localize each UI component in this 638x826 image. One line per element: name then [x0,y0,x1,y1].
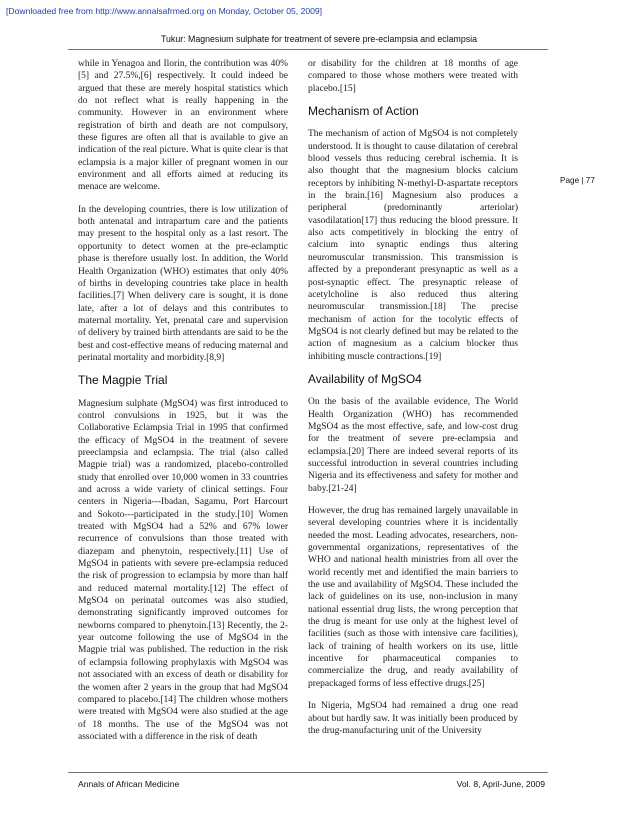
right-column [308,58,518,747]
journal-name: Annals of African Medicine [78,779,180,789]
page-number: Page | 77 [560,176,595,185]
header-rule [68,49,548,50]
body-paragraph: On the basis of the available evidence, The World Health Organization (WHO) has recommended MgSO4 as the most effective, safe, and low-cost drug for the treatment of severe pre-eclampsia and eclampsia.[20] There are indeed several reports of its successful introduction in several countries including Nigeria and its effectiveness and safety for mother and baby.[21-24] [308,397,518,494]
body-paragraph: The mechanism of action of MgSO4 is not completely understood. It is thought to cause dilatation of cerebral blood vessels thus reducing cerebral ischemia. It is also thought that the magnesium blocks calcium receptors by inhibiting N-methyl-D-aspartate receptors in the brain.[16] Magnesium also produces a peripheral (predominantly arteriolar) vasodilatation[17] thus reducing the blood pressure. It also acts competitively in blocking the entry of calcium into synaptic endings thus altering neuromuscular transmission. This transmission is affected by a preponderant presynaptic as well as a post-synaptic effect. The presynaptic release of acetylcholine is also reduced thus altering neuromuscular transmission.[18] The precise mechanism of action for the tocolytic effects of MgSO4 is not clearly defined but may be related to the action of magnesium as a calcium blocker thus inhibiting muscle contractions.[19] [308,129,518,362]
body-paragraph: Magnesium sulphate (MgSO4) was first introduced to control convulsions in 1925, but it was the Collaborative Eclampsia Trial in 1995 that confirmed the efficacy of MgSO4 in the treatment of severe preeclampsia and eclampsia. The trial (also called Magpie trial) was a randomized, placebo-controlled study that enrolled over 10,000 women in 33 countries and across a wide variety of clinical settings. Four centers in Nigeria---Ibadan, Sagamu, Port Harcourt and Sokoto---participated in the study.[10] Women treated with MgSO4 had a 52% and 67% lower recurrence of convulsions than those treated with diazepam and phenytoin, respectively.[11] Use of MgSO4 in patients with severe pre-eclampsia reduced the risk of progression to eclampsia by more than half and reduced maternal mortality.[12] The effect of MgSO4 on perinatal outcomes was also studied, demonstrating significantly improved outcomes for newborns compared to phenytoin.[13] Recently, the 2-year outcome following the use of MgSO4 in the Magpie trial was published. The reduction in the risk of eclampsia following prophylaxis with MgSO4 was not associated with an excess of death or disability for the women after 2 years in the group that had MgSO4 compared to placebo.[14] The children whose mothers were treated with MgSO4 were also studied at the age of 18 months. The use of the MgSO4 was not associated with a difference in the risk of death [78,398,288,742]
body-paragraph: In the developing countries, there is low utilization of both antenatal and intrapartum care and the patients may present to the hospital only as a last resort. The opportunity to detect women at the pre-eclamptic phase is therefore usually lost. In addition, the World Health Organization (WHO) estimates that only 40% of births in developing countries take place in health facilities.[7] When delivery care is sought, it is done late, after a lot of delays and this contributes to maternal mortality. Yet, prenatal care and supervision of delivery by trained birth attendants are said to be the best and cost-effective means of reducing maternal and perinatal mortality and morbidity.[8,9] [78,204,288,363]
footer-rule [68,772,548,773]
body-paragraph: However, the drug has remained largely unavailable in several developing countries where it is incidentally needed the most. Leading advocates, researchers, non-governmental organizations, representatives of the WHO and national health ministries from all over the world recently met and identified the main barriers to the use and availability of MgSO4. These included the lack of guidelines on its use, non-inclusion in many national essential drug lists, the wrong perception that the drug is meant for use only at the highest level of facilities (such as those with intensive care facilities), lack of training of health workers on its use, little incentive for pharmaceutical companies to commercialize the drug, and ready availability of prepackaged forms of less effective drugs.[25] [308,506,518,689]
section-heading-availability: Availability of MgSO4 [308,371,422,386]
volume-info: Vol. 8, April-June, 2009 [456,779,545,789]
body-paragraph: In Nigeria, MgSO4 had remained a drug one read about but hardly saw. It was initially been produced by the drug-manufacturing unit of the University [308,701,518,736]
body-paragraph: or disability for the children at 18 months of age compared to those whose mothers were treated with placebo.[15] [308,59,518,94]
body-paragraph: while in Yenagoa and Ilorin, the contribution was 40%[5] and 27.5%,[6] respectively. It could indeed be argued that these are merely hospital statistics which do not reflect what is really happening in the community. However in an environment where registration of birth and death are not compulsory, these figures are often all that is available to give an indication of the real picture. What is quite clear is that eclampsia is a major killer of pregnant women in our environment and all efforts aimed at reducing its menace are welcome. [78,59,288,193]
section-heading-mechanism: Mechanism of Action [308,104,419,119]
running-head: Tukur: Magnesium sulphate for treatment of severe pre-eclampsia and eclampsia [160,34,478,44]
left-column [78,58,288,753]
download-banner[interactable]: [Downloaded free from http://www.annalsafrmed.org on Monday, October 05, 2009] [6,6,323,16]
section-heading-magpie-trial: The Magpie Trial [78,373,168,388]
